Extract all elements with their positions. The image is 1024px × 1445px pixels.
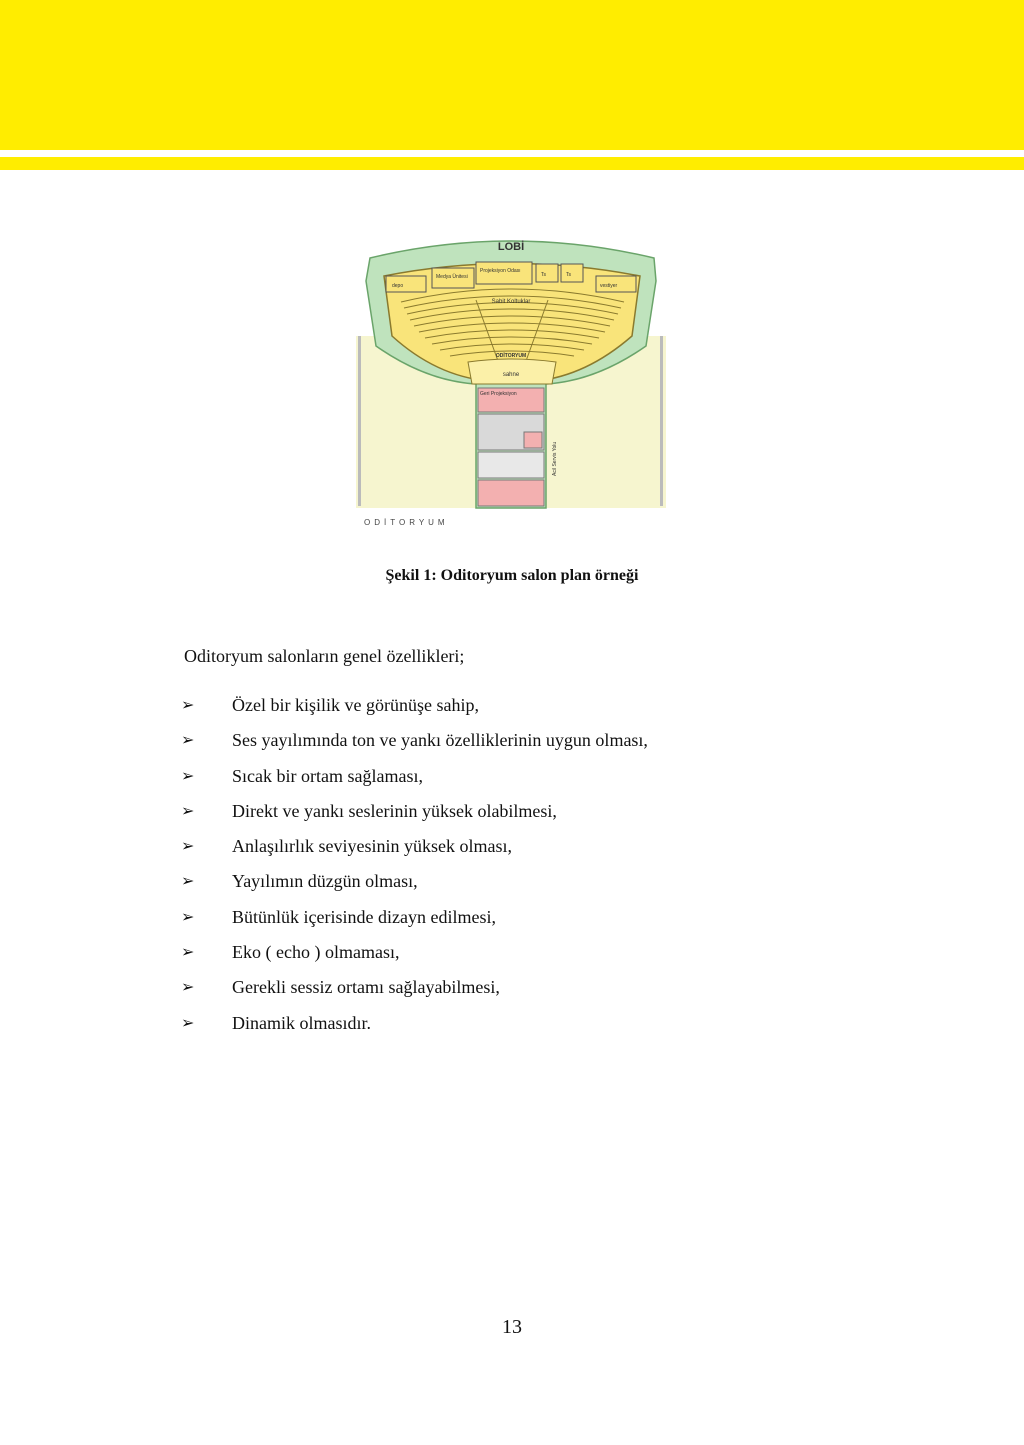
list-item-text: Yayılımın düzgün olması, [232,871,418,892]
label-corridor: Acil Servis Yolu [552,441,558,476]
label-projection: Projeksiyon Odası [480,268,521,274]
arrowhead-bullet-icon: ➢ [181,977,195,997]
list-item-text: Özel bir kişilik ve görünüşe sahip, [232,695,479,715]
auditorium-plan-drawing [356,236,666,531]
arrowhead-bullet-icon: ➢ [181,836,195,856]
figure-title: ODİTORYUM [364,518,449,527]
arrowhead-bullet-icon: ➢ [181,765,195,785]
list-item-text: Dinamik olmasıdır. [232,1012,371,1033]
list-item-text: Anlaşılırlık seviyesinin yüksek olması, [232,836,512,857]
header-stripe [0,157,1024,170]
list-item-text: Eko ( echo ) olmaması, [232,942,400,963]
arrowhead-bullet-icon: ➢ [181,1012,195,1032]
figure-caption: Şekil 1: Oditoryum salon plan örneği [385,567,639,584]
auditorium-plan-figure [356,236,666,531]
list-item-text: Sıcak bir ortam sağlaması, [232,765,423,786]
arrowhead-bullet-icon: ➢ [181,730,195,750]
arrowhead-bullet-icon: ➢ [181,800,195,820]
header-band [0,0,1024,150]
label-wc1: Ts [541,272,546,278]
label-back-projection: Geri Projeksiyon [480,391,517,397]
arrowhead-bullet-icon: ➢ [181,906,195,926]
page-number: 13 [502,1316,522,1338]
label-lobby: LOBİ [497,241,525,253]
arrowhead-bullet-icon: ➢ [181,942,195,962]
list-item-text: Bütünlük içerisinde dizayn edilmesi, [232,906,496,927]
label-depot: depo [392,283,404,289]
intro-text: Oditoryum salonların genel özellikleri; [184,646,465,666]
list-item-text: Gerekli sessiz ortamı sağlayabilmesi, [232,977,500,998]
arrowhead-bullet-icon: ➢ [181,695,195,714]
label-cloak: vestiyer [600,283,618,289]
arrowhead-bullet-icon: ➢ [181,871,195,891]
list-item-text: Ses yayılımında ton ve yankı özelliklerinin uygun olması, [232,730,648,751]
label-stage: sahne [502,372,520,378]
label-media: Medya Ünitesi [436,274,468,280]
label-seating: Sabit Koltuklar [491,299,531,305]
backstage-rooms [478,388,544,506]
label-hall: ODİTORYUM [495,353,527,359]
label-wc2: Ts [566,272,571,278]
list-item-text: Direkt ve yankı seslerinin yüksek olabilmesi, [232,800,557,821]
